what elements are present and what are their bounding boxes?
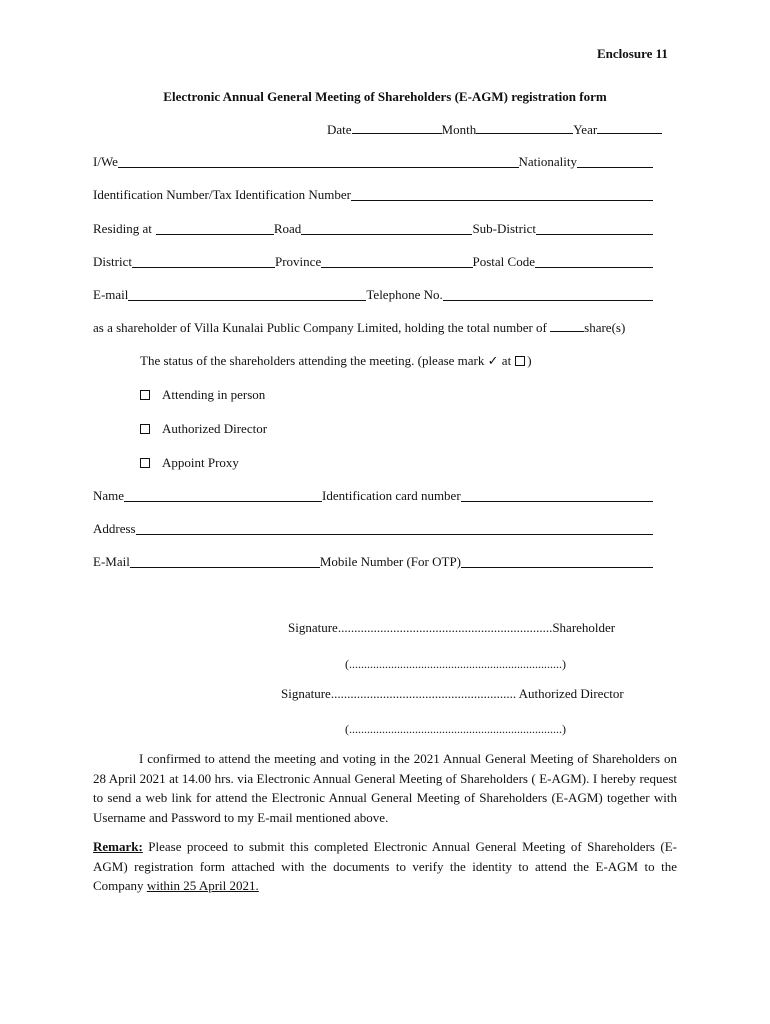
proxy-name-row bbox=[93, 488, 653, 504]
residing-row bbox=[93, 221, 653, 237]
remark-text: Please proceed to submit this completed Electronic Annual General Meeting of Shareholders (E-AGM) registration form attached with the documents to verify the identity to attend the E-AGM to the Company bbox=[93, 839, 677, 893]
proxy-email-label: E-Mail bbox=[93, 554, 130, 569]
province-field[interactable] bbox=[321, 254, 472, 268]
director-checkbox[interactable] bbox=[140, 424, 150, 434]
sig1-label: Signature bbox=[288, 620, 338, 635]
date-line bbox=[327, 121, 662, 138]
status-close: ) bbox=[527, 353, 532, 368]
remark-paragraph bbox=[93, 837, 677, 896]
district-field[interactable] bbox=[132, 254, 275, 268]
email-row bbox=[93, 287, 653, 303]
option-attending[interactable] bbox=[140, 387, 265, 403]
mobile-field[interactable] bbox=[461, 554, 653, 568]
date-label: Date bbox=[327, 122, 352, 137]
attending-label: Attending in person bbox=[162, 387, 266, 402]
month-field[interactable] bbox=[476, 121, 573, 134]
road-field[interactable] bbox=[301, 221, 472, 235]
sig1-dots: .................................................................. bbox=[337, 620, 553, 635]
director-label: Authorized Director bbox=[162, 421, 268, 436]
year-field[interactable] bbox=[597, 121, 662, 134]
district-row bbox=[93, 254, 653, 270]
nationality-field[interactable] bbox=[577, 154, 653, 168]
enclosure-label: Enclosure 11 bbox=[597, 46, 668, 61]
road-label: Road bbox=[273, 221, 302, 236]
iwe-field[interactable] bbox=[118, 154, 519, 168]
telephone-field[interactable] bbox=[443, 287, 653, 301]
month-label: Month bbox=[441, 122, 477, 137]
iwe-label: I/We bbox=[93, 154, 118, 169]
form-title: Electronic Annual General Meeting of Shareholders (E-AGM) registration form bbox=[163, 89, 607, 104]
shareholder-line bbox=[93, 319, 625, 336]
shareholder-name-parens[interactable]: (.......................................................................) bbox=[345, 657, 566, 671]
proxy-label: Appoint Proxy bbox=[162, 455, 239, 470]
proxy-name-label: Name bbox=[93, 488, 125, 503]
proxy-checkbox[interactable] bbox=[140, 458, 150, 468]
director-name-parens[interactable]: (.......................................................................) bbox=[345, 722, 566, 736]
remark-label: Remark: bbox=[93, 839, 143, 854]
telephone-label: Telephone No. bbox=[366, 287, 443, 302]
proxy-contact-row bbox=[93, 554, 653, 570]
shares-field[interactable] bbox=[550, 319, 584, 332]
sig1-role: Shareholder bbox=[552, 620, 616, 635]
id-card-label: Identification card number bbox=[322, 488, 461, 503]
residing-label: Residing at bbox=[93, 221, 152, 236]
subdistrict-field[interactable] bbox=[536, 221, 653, 235]
remark-deadline: within 25 April 2021. bbox=[146, 878, 259, 893]
option-proxy[interactable] bbox=[140, 455, 239, 471]
email-label: E-mail bbox=[93, 287, 129, 302]
sig2-role: Authorized Director bbox=[516, 686, 624, 701]
postal-field[interactable] bbox=[535, 254, 653, 268]
iwe-row bbox=[93, 154, 653, 170]
nationality-label: Nationality bbox=[518, 154, 577, 169]
status-text: The status of the shareholders attending the meeting. (please mark bbox=[140, 353, 485, 368]
id-row bbox=[93, 187, 653, 203]
checkbox-sample-icon bbox=[515, 356, 525, 366]
province-label: Province bbox=[275, 254, 322, 269]
postal-label: Postal Code bbox=[472, 254, 535, 269]
confirmation-paragraph: I confirmed to attend the meeting and voting in the 2021 Annual General Meeting of Shareholders on 28 April 2021 at 14.00 hrs. via Electronic Annual General Meeting of Shareholders ( E-AGM). I hereby request to send a web link for attend the Electronic Annual General Meeting of Shareholders (E-AGM) together with Username and Password to my E-mail mentioned above. bbox=[93, 751, 677, 825]
subdistrict-label: Sub-District bbox=[472, 221, 536, 236]
status-instruction bbox=[140, 353, 532, 369]
date-field[interactable] bbox=[352, 121, 442, 134]
checkmark-icon: ✓ bbox=[487, 353, 499, 368]
residing-field[interactable] bbox=[156, 221, 274, 235]
year-label: Year bbox=[573, 122, 598, 137]
proxy-address-label: Address bbox=[93, 521, 136, 536]
proxy-address-row bbox=[93, 521, 653, 537]
proxy-email-field[interactable] bbox=[130, 554, 320, 568]
option-director[interactable] bbox=[140, 421, 267, 437]
id-tax-label: Identification Number/Tax Identification Number bbox=[93, 187, 351, 202]
id-tax-field[interactable] bbox=[351, 187, 653, 201]
proxy-name-field[interactable] bbox=[124, 488, 322, 502]
shareholder-signature-line[interactable] bbox=[288, 620, 615, 636]
sig2-label: Signature bbox=[281, 686, 331, 701]
shareholder-prefix: as a shareholder of Villa Kunalai Public Company Limited, holding the total number of bbox=[93, 320, 547, 335]
email-field[interactable] bbox=[128, 287, 366, 301]
sig2-dots: ......................................................... bbox=[330, 686, 517, 701]
status-at: at bbox=[501, 353, 512, 368]
id-card-field[interactable] bbox=[461, 488, 653, 502]
attending-checkbox[interactable] bbox=[140, 390, 150, 400]
proxy-address-field[interactable] bbox=[136, 521, 653, 535]
shares-suffix: share(s) bbox=[584, 320, 626, 335]
mobile-label: Mobile Number (For OTP) bbox=[319, 554, 462, 569]
director-signature-line[interactable] bbox=[281, 686, 624, 702]
district-label: District bbox=[93, 254, 132, 269]
